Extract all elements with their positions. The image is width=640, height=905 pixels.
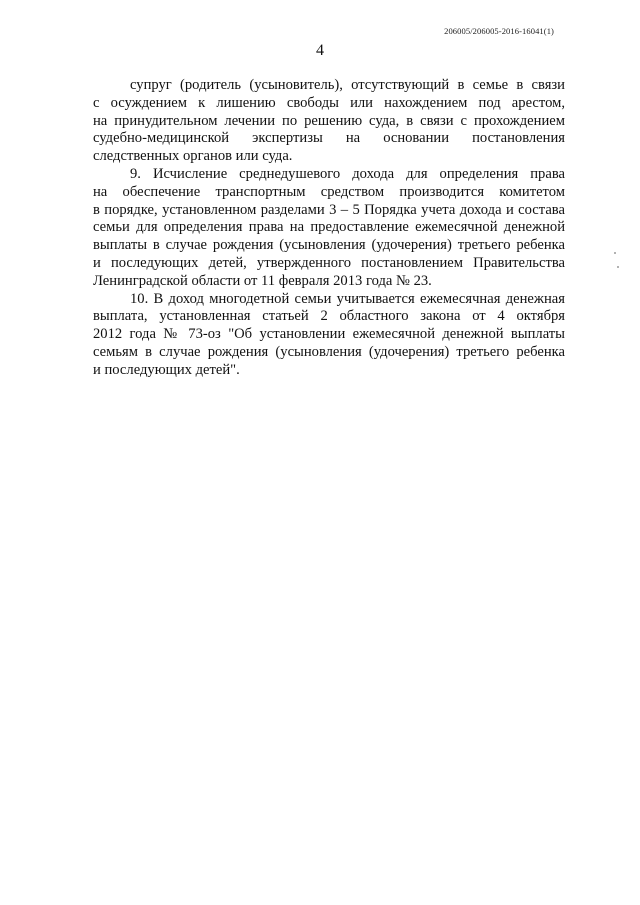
text-line: семьям в случае рождения (усыновления (удочерения) третьего ребенка — [93, 343, 565, 360]
text-line: и последующих детей, утвержденного постановлением Правительства — [93, 254, 565, 271]
text-line: на принудительном лечении по решению суда, в связи с прохождением — [93, 112, 565, 129]
text-line: выплаты в случае рождения (усыновления (удочерения) третьего ребенка — [93, 237, 565, 254]
text-line: и последующих детей". — [93, 361, 240, 378]
text-line: 10. В доход многодетной семьи учитывается ежемесячная денежная — [130, 290, 565, 307]
text-line: Ленинградской области от 11 февраля 2013 года № 23. — [93, 272, 432, 289]
scan-speck — [614, 252, 616, 254]
scan-speck — [617, 266, 619, 268]
text-line: семьи для определения права на предоставление ежемесячной денежной — [93, 219, 565, 236]
text-line: с осуждением к лишению свободы или нахождением под арестом, — [93, 94, 565, 111]
text-line: на обеспечение транспортным средством производится комитетом — [93, 183, 565, 200]
text-line: супруг (родитель (усыновитель), отсутствующий в семье в связи — [130, 77, 565, 93]
text-line: 2012 года № 73-оз "Об установлении ежемесячной денежной выплаты — [93, 326, 565, 343]
text-line: в порядке, установленном разделами 3 – 5 Порядка учета дохода и состава — [93, 201, 565, 218]
text-line: судебно-медицинской экспертизы на основании постановления — [93, 130, 565, 147]
page-number: 4 — [316, 42, 324, 59]
document-id: 206005/206005-2016-16041(1) — [444, 26, 554, 36]
text-line: следственных органов или суда. — [93, 148, 293, 165]
text-line: 9. Исчисление среднедушевого дохода для определения права — [130, 165, 565, 182]
document-body — [93, 77, 565, 380]
text-line: выплата, установленная статьей 2 областного закона от 4 октября — [93, 308, 565, 325]
